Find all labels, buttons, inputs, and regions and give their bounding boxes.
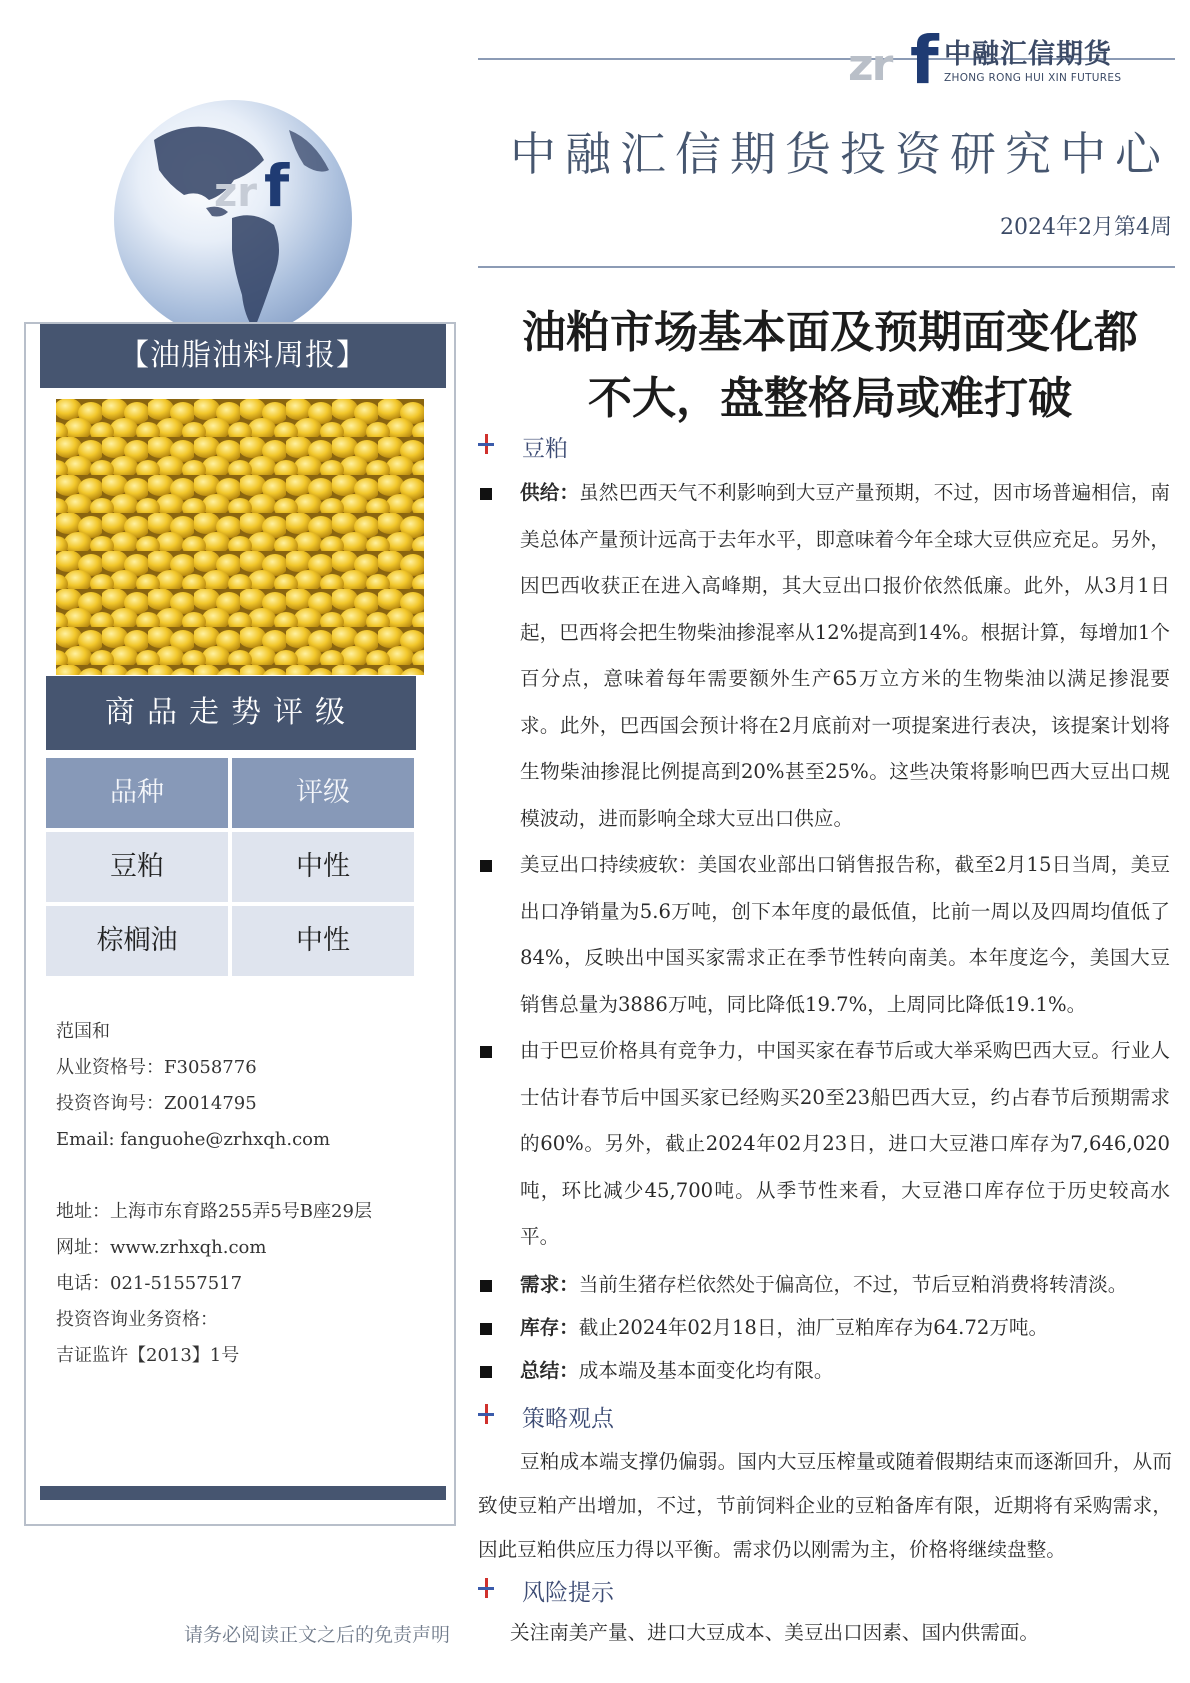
demand-label: 需求： bbox=[520, 1273, 579, 1296]
company-qualification-label: 投资咨询业务资格： bbox=[56, 1309, 218, 1330]
bullet-square-icon bbox=[480, 1366, 492, 1378]
paragraph-supply bbox=[520, 470, 1170, 842]
section-strategy bbox=[478, 1400, 614, 1433]
globe-mark-f: f bbox=[264, 152, 290, 220]
bullet-square-icon bbox=[480, 1323, 492, 1335]
rating-header-variety: 品种 bbox=[46, 758, 228, 828]
logo-mark-f: f bbox=[910, 22, 939, 99]
report-title bbox=[480, 300, 1180, 432]
globe-image bbox=[114, 100, 352, 338]
supply-label: 供给： bbox=[520, 481, 580, 504]
paragraph-brazil-price: 由于巴豆价格具有竞争力，中国买家在春节后或大举采购巴西大豆。行业人士估计春节后中国买家已经购买20至23船巴西大豆，约占春节后预期需求的60%。另外，截止2024年02月23日，进口大豆港口库存为7,646,020吨，环比减少45,700吨。从季节性来看，大豆港口库存位于历史较高水平。 bbox=[520, 1039, 1170, 1248]
supply-body: 虽然巴西天气不利影响到大豆产量预期，不过，因市场普遍相信，南美总体产量预计远高于去年水平，即意味着今年全球大豆供应充足。另外，因巴西收获正在进入高峰期，其大豆出口报价依然低廉。此外，从3月1日起，巴西将会把生物柴油掺混率从12%提高到14%。根据计算，每增加1个百分点，意味着每年需要额外生产65万立方米的生物柴油以满足掺混要求。此外，巴西国会预计将在2月底前对一项提案进行表决，该提案计划将生物柴油掺混比例提高到20%甚至25%。这些决策将影响巴西大豆出口规模波动，进而影响全球大豆出口供应。 bbox=[520, 481, 1171, 830]
globe-continents-icon bbox=[114, 100, 352, 338]
paragraph-strategy: 豆粕成本端支撑仍偏弱。国内大豆压榨量或随着假期结束而逐渐回升，从而致使豆粕产出增加，不过，节前饲料企业的豆粕备库有限，近期将有采购需求，因此豆粕供应压力得以平衡。需求仍以刚需为主，价格将继续盘整。 bbox=[478, 1450, 1172, 1561]
logo-chinese-name: 中融汇信期货 bbox=[944, 39, 1112, 70]
section-soymeal bbox=[478, 430, 568, 463]
company-address: 地址：上海市东育路255弄5号B座29层 bbox=[56, 1201, 372, 1222]
company-info bbox=[56, 1194, 372, 1374]
demand-body: 当前生猪存栏依然处于偏高位，不过，节后豆粕消费将转清淡。 bbox=[578, 1273, 1128, 1296]
summary-body: 成本端及基本面变化均有限。 bbox=[578, 1359, 834, 1382]
stock-label: 库存： bbox=[520, 1316, 579, 1339]
bullet-square-icon bbox=[480, 488, 492, 500]
paragraph-summary bbox=[520, 1348, 1170, 1395]
rating-header-rating: 评级 bbox=[232, 758, 414, 828]
analyst-license: 从业资格号：F3058776 bbox=[56, 1057, 257, 1078]
bullet-square-icon bbox=[480, 1280, 492, 1292]
rating-row-soymeal-rating: 中性 bbox=[232, 832, 414, 902]
header-rule-bottom bbox=[478, 266, 1175, 268]
rating-row-soymeal-variety: 豆粕 bbox=[46, 832, 228, 902]
research-center-name: 中融汇信期货投资研究中心 bbox=[510, 127, 1170, 181]
globe-mark-zr: zr bbox=[214, 170, 258, 216]
paragraph-stock bbox=[520, 1305, 1170, 1352]
section-soymeal-title: 豆粕 bbox=[522, 436, 568, 462]
paragraph-risk: 关注南美产量、进口大豆成本、美豆出口因素、国内供需面。 bbox=[510, 1621, 1040, 1644]
section-risk bbox=[478, 1574, 614, 1607]
analyst-consult-number: 投资咨询号：Z0014795 bbox=[56, 1093, 257, 1114]
logo-mark-zr: zr bbox=[848, 40, 892, 91]
rating-row-palmoil-rating: 中性 bbox=[232, 906, 414, 976]
soybean-photo bbox=[56, 399, 424, 675]
company-qualification-number: 吉证监许【2013】1号 bbox=[56, 1345, 240, 1366]
soybeans-image bbox=[56, 399, 424, 675]
section-marker-icon bbox=[476, 434, 496, 454]
summary-label: 总结： bbox=[520, 1359, 579, 1382]
analyst-name: 范国和 bbox=[56, 1021, 110, 1042]
company-website: 网址：www.zrhxqh.com bbox=[56, 1237, 267, 1258]
company-phone: 电话：021-51557517 bbox=[56, 1273, 243, 1294]
disclaimer-note: 请务必阅读正文之后的免责声明 bbox=[184, 1624, 451, 1646]
section-marker-icon bbox=[476, 1578, 496, 1598]
rating-row-palmoil-variety: 棕榈油 bbox=[46, 906, 228, 976]
section-risk-title: 风险提示 bbox=[522, 1580, 614, 1606]
analyst-email: Email: fanguohe@zrhxqh.com bbox=[56, 1129, 331, 1150]
logo-english-name: ZHONG RONG HUI XIN FUTURES bbox=[944, 72, 1122, 84]
report-title-line-1: 油粕市场基本面及预期面变化都 bbox=[522, 307, 1138, 358]
sidebar-bottom-bar bbox=[40, 1486, 446, 1500]
paragraph-us-export: 美豆出口持续疲软：美国农业部出口销售报告称，截至2月15日当周，美豆出口净销量为5.6万吨，创下本年度的最低值，比前一周以及四周均值低了84%，反映出中国买家需求正在季节性转向南美。本年度迄今，美国大豆销售总量为3886万吨，同比降低19.7%，上周同比降低19.1%。 bbox=[520, 853, 1170, 1016]
paragraph-demand bbox=[520, 1262, 1180, 1309]
report-date: 2024年2月第4周 bbox=[1000, 215, 1172, 240]
section-strategy-title: 策略观点 bbox=[522, 1406, 614, 1432]
rating-table-title: 商品走势评级 bbox=[46, 676, 416, 750]
section-marker-icon bbox=[476, 1404, 496, 1424]
bullet-square-icon bbox=[480, 860, 492, 872]
bullet-square-icon bbox=[480, 1046, 492, 1058]
company-logo bbox=[848, 22, 1138, 99]
stock-body: 截止2024年02月18日，油厂豆粕库存为64.72万吨。 bbox=[578, 1316, 1049, 1339]
analyst-contact bbox=[56, 1014, 330, 1158]
sidebar-banner: 【油脂油料周报】 bbox=[40, 324, 446, 388]
report-title-line-2: 不大，盘整格局或难打破 bbox=[588, 373, 1072, 424]
